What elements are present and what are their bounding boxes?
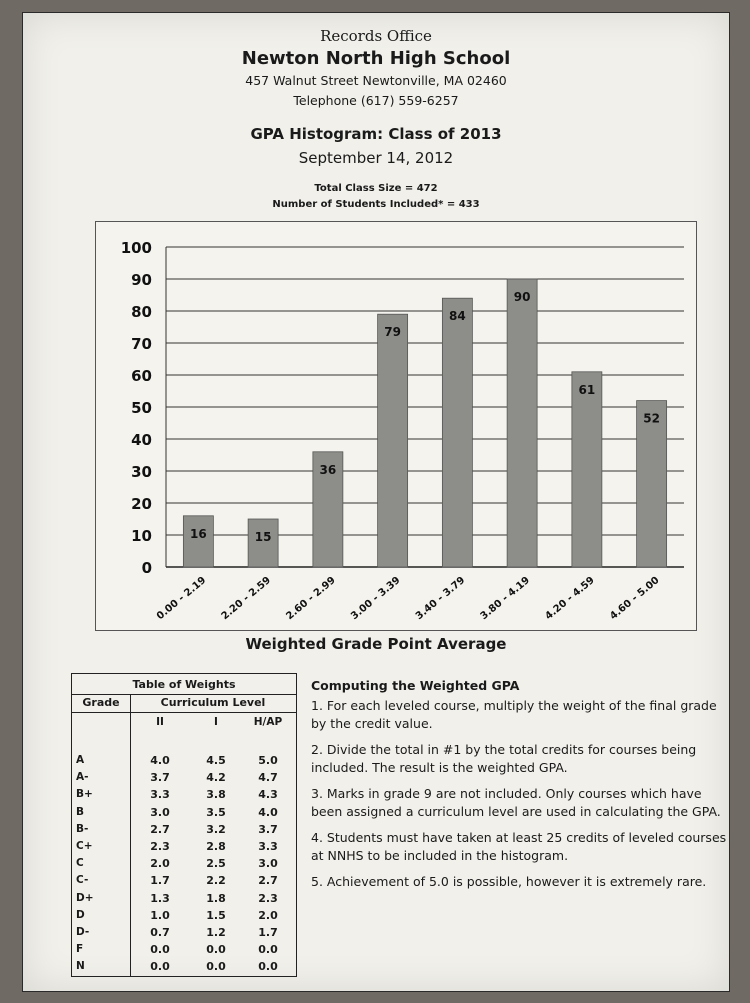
table-row bbox=[72, 769, 296, 786]
computing-step: 4. Students must have taken at least 25 credits of leveled courses at NNHS to be included in the histogram. bbox=[311, 830, 727, 863]
weights-table-subheader bbox=[72, 694, 296, 713]
grade-cell: F bbox=[76, 943, 84, 956]
level-hap-cell: 1.7 bbox=[258, 926, 278, 939]
y-tick-label: 40 bbox=[131, 431, 152, 449]
grade-cell: A bbox=[76, 754, 85, 766]
grade-cell: C- bbox=[76, 874, 89, 887]
chart-title: GPA Histogram: Class of 2013 bbox=[250, 125, 502, 143]
y-tick-label: 0 bbox=[141, 559, 152, 577]
level-hap-cell: 3.3 bbox=[258, 840, 278, 853]
level-ii-cell: 1.0 bbox=[150, 908, 170, 922]
bar bbox=[442, 298, 472, 567]
records-sheet bbox=[22, 12, 730, 992]
level-ii-cell: 0.0 bbox=[150, 960, 170, 974]
level-ii-cell: 4.0 bbox=[150, 754, 170, 767]
table-row bbox=[72, 872, 296, 889]
computing-step: 3. Marks in grade 9 are not included. Only courses which have been assigned a curriculum level are used in calculating the GPA. bbox=[311, 786, 721, 819]
level-ii-cell: 3.0 bbox=[150, 805, 170, 819]
y-tick-label: 10 bbox=[131, 527, 152, 545]
grade-header: Grade bbox=[72, 694, 131, 712]
weights-table bbox=[71, 673, 297, 977]
level-ii-cell: 1.7 bbox=[150, 874, 170, 888]
grade-cell: C bbox=[76, 857, 84, 870]
level-hap-cell: 5.0 bbox=[258, 754, 278, 767]
y-tick-label: 50 bbox=[131, 399, 152, 417]
level-ii-header: II bbox=[156, 716, 164, 728]
data-label: 61 bbox=[578, 382, 596, 397]
grade-cell: D+ bbox=[76, 891, 94, 904]
computing-instructions bbox=[311, 677, 729, 899]
level-hap-cell: 4.0 bbox=[258, 805, 278, 819]
curriculum-level-header: Curriculum Level bbox=[160, 696, 266, 709]
level-hap-cell: 2.3 bbox=[258, 891, 278, 905]
y-tick-label: 20 bbox=[131, 495, 152, 513]
level-hap-cell: 0.0 bbox=[258, 943, 278, 957]
data-label: 16 bbox=[190, 526, 207, 541]
level-ii-cell: 2.3 bbox=[150, 840, 170, 853]
y-tick-label: 90 bbox=[131, 271, 152, 289]
level-i-header: I bbox=[214, 716, 218, 728]
level-ii-cell: 0.0 bbox=[150, 943, 170, 957]
level-i-cell: 2.2 bbox=[206, 874, 226, 888]
level-i-cell: 3.2 bbox=[206, 822, 226, 836]
bar bbox=[378, 314, 408, 567]
table-row bbox=[72, 924, 296, 941]
level-ii-cell: 3.7 bbox=[150, 771, 170, 785]
table-row bbox=[72, 804, 296, 821]
level-hap-cell: 4.3 bbox=[258, 788, 278, 802]
level-i-cell: 2.8 bbox=[206, 840, 226, 853]
table-row bbox=[72, 958, 296, 975]
level-ii-cell: 2.7 bbox=[150, 822, 170, 836]
data-label: 90 bbox=[513, 290, 531, 304]
level-hap-cell: 4.7 bbox=[258, 771, 278, 785]
level-hap-header: H/AP bbox=[253, 716, 283, 728]
level-hap-cell: 2.7 bbox=[258, 874, 278, 888]
level-ii-cell: 2.0 bbox=[150, 857, 170, 871]
data-label: 84 bbox=[449, 309, 466, 324]
school-address: 457 Walnut Street Newtonville, MA 02460 bbox=[245, 73, 507, 88]
level-hap-cell: 3.0 bbox=[258, 857, 278, 871]
data-label: 52 bbox=[643, 411, 660, 426]
table-row bbox=[72, 752, 296, 769]
table-row bbox=[72, 907, 296, 924]
class-size: Total Class Size = 472 bbox=[314, 183, 438, 194]
table-row bbox=[72, 821, 296, 838]
school-name: Newton North High School bbox=[241, 48, 511, 69]
x-tick-label: 0.00 - 2.19 bbox=[154, 574, 209, 623]
x-tick-label: 2.60 - 2.99 bbox=[284, 574, 338, 623]
x-tick-label: 3.80 - 4.19 bbox=[478, 574, 533, 623]
chart-date: September 14, 2012 bbox=[298, 149, 454, 167]
level-i-cell: 0.0 bbox=[206, 943, 226, 957]
x-tick-label: 2.20 - 2.59 bbox=[219, 574, 274, 623]
level-i-cell: 3.8 bbox=[206, 788, 226, 802]
level-i-cell: 3.5 bbox=[206, 805, 226, 819]
gpa-histogram-chart bbox=[95, 221, 697, 631]
grade-cell: B bbox=[76, 805, 85, 818]
bar bbox=[572, 372, 602, 567]
level-hap-cell: 2.0 bbox=[258, 908, 278, 922]
grade-cell: N bbox=[76, 960, 85, 973]
school-telephone: Telephone (617) 559-6257 bbox=[293, 93, 459, 108]
office-name: Records Office bbox=[320, 27, 432, 45]
level-i-cell: 1.2 bbox=[206, 926, 226, 939]
level-i-cell: 4.2 bbox=[206, 771, 226, 785]
x-axis-title: Weighted Grade Point Average bbox=[245, 635, 507, 653]
bar bbox=[183, 516, 213, 567]
y-tick-label: 100 bbox=[120, 239, 152, 257]
x-tick-label: 3.00 - 3.39 bbox=[349, 574, 403, 623]
data-label: 15 bbox=[254, 530, 272, 544]
computing-heading: Computing the Weighted GPA bbox=[311, 678, 520, 693]
x-tick-label: 4.60 - 5.00 bbox=[608, 574, 662, 623]
level-ii-cell: 1.3 bbox=[150, 891, 170, 905]
data-label: 36 bbox=[319, 462, 337, 477]
level-i-cell: 4.5 bbox=[206, 754, 226, 767]
x-tick-label: 3.40 - 3.79 bbox=[413, 574, 468, 623]
grade-cell: B- bbox=[76, 822, 89, 835]
bar bbox=[507, 279, 537, 567]
grade-cell: D bbox=[76, 908, 85, 921]
level-i-cell: 1.5 bbox=[206, 908, 226, 922]
data-label: 79 bbox=[384, 325, 401, 340]
y-tick-label: 30 bbox=[131, 463, 152, 481]
y-tick-label: 80 bbox=[131, 303, 152, 321]
table-row bbox=[72, 941, 296, 958]
table-row bbox=[72, 855, 296, 872]
x-tick-label: 4.20 - 4.59 bbox=[543, 574, 597, 623]
grade-cell: A- bbox=[76, 771, 89, 784]
computing-step: 1. For each leveled course, multiply the weight of the final grade by the credit value. bbox=[311, 698, 717, 731]
level-ii-cell: 3.3 bbox=[150, 788, 170, 802]
grade-cell: C+ bbox=[76, 840, 93, 852]
computing-step: 5. Achievement of 5.0 is possible, however it is extremely rare. bbox=[311, 874, 707, 889]
level-i-cell: 1.8 bbox=[206, 891, 226, 905]
grade-cell: B+ bbox=[76, 788, 93, 801]
y-tick-label: 70 bbox=[131, 335, 152, 353]
level-i-cell: 0.0 bbox=[206, 960, 226, 974]
table-row bbox=[72, 786, 296, 803]
level-ii-cell: 0.7 bbox=[150, 926, 170, 939]
grade-cell: D- bbox=[76, 926, 90, 938]
histogram-svg bbox=[96, 222, 696, 630]
level-hap-cell: 0.0 bbox=[258, 960, 278, 974]
students-included: Number of Students Included* = 433 bbox=[272, 199, 480, 210]
weights-table-caption: Table of Weights bbox=[72, 676, 296, 695]
table-row bbox=[72, 890, 296, 907]
y-tick-label: 60 bbox=[131, 367, 152, 385]
level-hap-cell: 3.7 bbox=[258, 822, 278, 836]
table-row bbox=[72, 838, 296, 855]
level-i-cell: 2.5 bbox=[206, 857, 226, 871]
computing-step: 2. Divide the total in #1 by the total credits for courses being included. The result is the weighted GPA. bbox=[311, 742, 697, 775]
level-header-row bbox=[72, 714, 296, 730]
